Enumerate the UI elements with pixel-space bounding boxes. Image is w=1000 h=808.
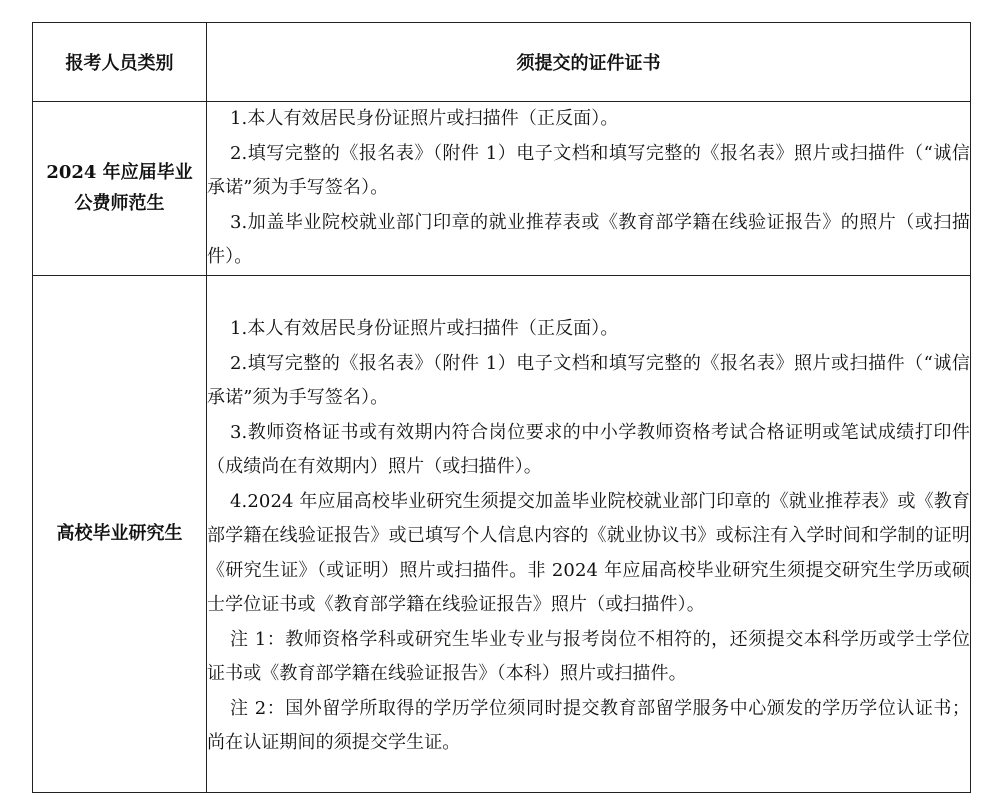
document-item: 2.填写完整的《报名表》（附件 1）电子文档和填写完整的《报名表》照片或扫描件（“诚信承诺”须为手写签名）。 [207, 142, 970, 198]
note-item: 注 2：国外留学所取得的学历学位须同时提交教育部留学服务中心颁发的学历学位认证书；尚在认证期间的须提交学生证。 [207, 697, 970, 754]
document-item: 1.本人有效居民身份证照片或扫描件（正反面）。 [230, 318, 619, 340]
category-cell [33, 102, 207, 276]
category-line: 高校毕业研究生 [56, 523, 183, 544]
category-line: 公费师范生 [74, 193, 165, 215]
document-item: 3.教师资格证书或有效期内符合岗位要求的中小学教师资格考试合格证明或笔试成绩打印件（成绩尚在有效期内）照片（或扫描件）。 [207, 421, 970, 478]
category-line: 2024 年应届毕业 [46, 162, 193, 184]
document-item: 1.本人有效居民身份证照片或扫描件（正反面）。 [230, 108, 619, 129]
document-item: 4.2024 年应届高校毕业研究生须提交加盖毕业院校就业部门印章的《就业推荐表》或《教育部学籍在线验证报告》或已填写个人信息内容的《就业协议书》或标注有入学时间和学制的证明《研究生证》（或证明）照片或扫描件。非 2024 年应届高校毕业研究生须提交研究生学历或硕士学位证书或《教育部学籍在线验证报告》照片（或扫描件）。 [207, 490, 970, 616]
header-category: 报考人员类别 [33, 23, 207, 102]
note-item: 注 1：教师资格学科或研究生毕业专业与报考岗位不相符的，还须提交本科学历或学士学位证书或《教育部学籍在线验证报告》（本科）照片或扫描件。 [207, 628, 970, 685]
category-cell [33, 275, 207, 792]
table-row-normal-graduates [33, 102, 971, 276]
documents-cell [207, 275, 971, 792]
table-row-postgraduates [33, 275, 971, 792]
documents-cell [207, 102, 971, 276]
header-documents: 须提交的证件证书 [207, 23, 971, 102]
document-item: 3.加盖毕业院校就业部门印章的就业推荐表或《教育部学籍在线验证报告》的照片（或扫描件）。 [207, 211, 970, 267]
header-row [33, 23, 971, 102]
document-item: 2.填写完整的《报名表》（附件 1）电子文档和填写完整的《报名表》照片或扫描件（“诚信承诺”须为手写签名）。 [207, 352, 970, 409]
requirements-table [32, 22, 971, 793]
